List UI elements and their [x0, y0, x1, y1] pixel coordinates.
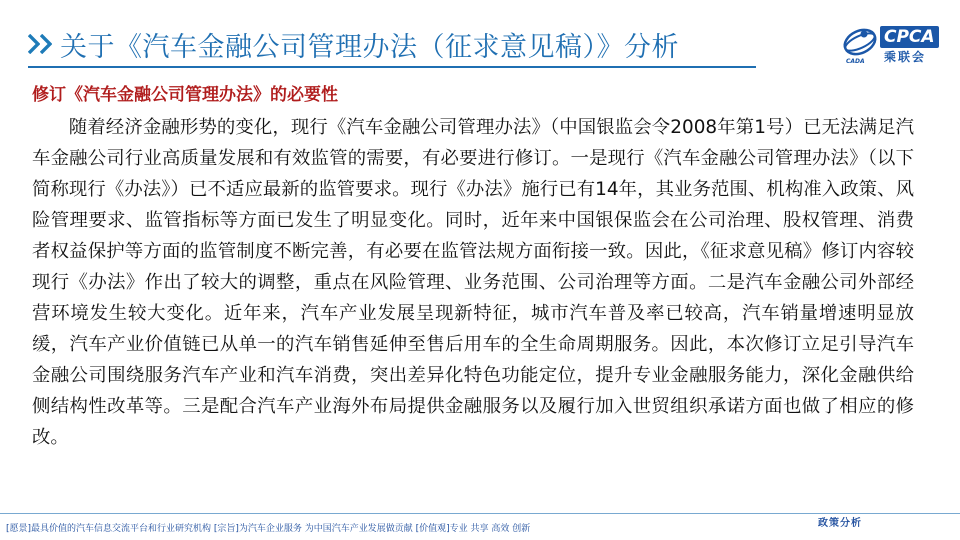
footer-motto: [愿景]最具价值的汽车信息交流平台和行业研究机构 [宗旨]为汽车企业服务 为中国汽车产业发展做贡献 [价值观]专业 共享 高效 创新	[6, 524, 531, 534]
title-underline	[28, 66, 756, 68]
cpca-logo	[836, 24, 936, 68]
section-heading: 修订《汽车金融公司管理办法》的必要性	[32, 85, 338, 105]
logo-chinese: 乘联会	[884, 50, 927, 64]
body-paragraph: 随着经济金融形势的变化，现行《汽车金融公司管理办法》（中国银监会令2008年第1号）已无法满足汽车金融公司行业高质量发展和有效监管的需要，有必要进行修订。一是现行《汽车金融公司管理办法》（以下简称现行《办法》）已不适应最新的监管要求。现行《办法》施行已有14年，其业务范围、机构准入政策、风险管理要求、监管指标等方面已发生了明显变化。同时，近年来中国银保监会在公司治理、股权管理、消费者权益保护等方面的监管制度不断完善，有必要在监管法规方面衔接一致。因此，《征求意见稿》修订内容较现行《办法》作出了较大的调整，重点在风险管理、业务范围、公司治理等方面。二是汽车金融公司外部经营环境发生较大变化。近年来，汽车产业发展呈现新特征，城市汽车普及率已较高，汽车销量增速明显放缓，汽车产业价值链已从单一的汽车销售延伸至售后用车的全生命周期服务。因此，本次修订立足引导汽车金融公司围绕服务汽车产业和汽车消费，突出差异化特色功能定位，提升专业金融服务能力，深化金融供给侧结构性改革等。三是配合汽车产业海外布局提供金融服务以及履行加入世贸组织承诺方面也做了相应的修改。	[32, 117, 914, 448]
logo-brand: CPCA	[880, 26, 939, 48]
page-title: 关于《汽车金融公司管理办法（征求意见稿）》分析	[60, 31, 679, 63]
footer-divider	[0, 513, 960, 514]
footer-section-label: 政策分析	[818, 518, 862, 529]
logo-mark-text: CADA	[846, 58, 865, 65]
double-chevron-icon	[28, 34, 52, 54]
title-bar	[28, 24, 679, 64]
